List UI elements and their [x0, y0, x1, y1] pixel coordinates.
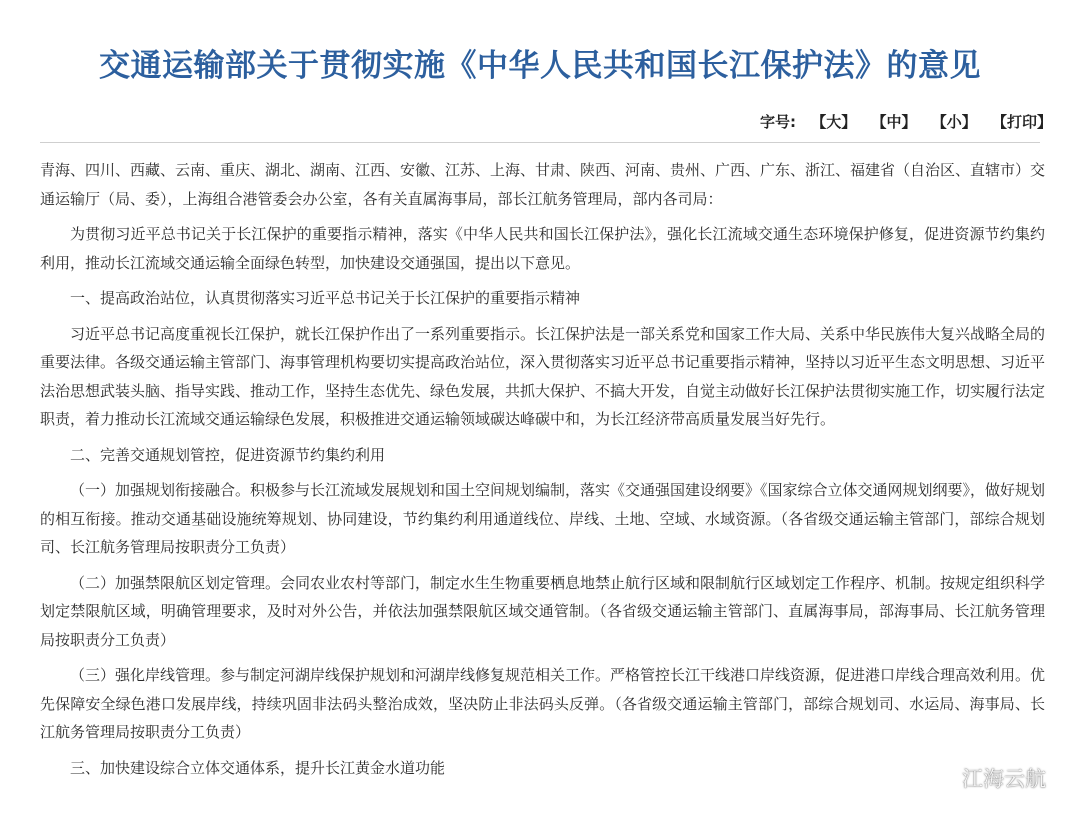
body-paragraph: （一）加强规划衔接融合。积极参与长江流域发展规划和国土空间规划编制，落实《交通强国建设纲要》《国家综合立体交通网规划纲要》，做好规划的相互衔接。推动交通基础设施统筹规划、协同建设，节约集约利用通道线位、岸线、土地、空域、水域资源。（各省级交通运输主管部门，部综合规划司、长江航务管理局按职责分工负责）	[40, 481, 1046, 556]
title-divider	[40, 142, 1040, 143]
wechat-icon	[922, 763, 956, 793]
addressee-paragraph: 青海、四川、西藏、云南、重庆、湖北、湖南、江西、安徽、江苏、上海、甘肃、陕西、河南、贵州、广西、广东、浙江、福建省（自治区、直辖市）交通运输厅（局、委），上海组合港管委会办公室，各有关直属海事局，部长江航务管理局，部内各司局：	[40, 161, 1046, 208]
article-body	[40, 156, 1045, 789]
print-link[interactable]: 【打印】	[991, 113, 1052, 131]
font-size-medium-link[interactable]: 【中】	[871, 113, 917, 131]
body-paragraph: （二）加强禁限航区划定管理。会同农业农村等部门，制定水生生物重要栖息地禁止航行区域和限制航行区域划定工作程序、机制。按规定组织科学划定禁限航区域，明确管理要求，及时对外公告，并依法加强禁限航区域交通管制。（各省级交通运输主管部门、直属海事局，部海事局、长江航务管理局按职责分工负责）	[40, 573, 1046, 649]
section-heading-2: 二、完善交通规划管控，促进资源节约集约利用	[70, 445, 386, 464]
intro-paragraph: 为贯彻习近平总书记关于长江保护的重要指示精神，落实《中华人民共和国长江保护法》，强化长江流域交通生态环境保护修复，促进资源节约集约利用，推动长江流域交通运输全面绿色转型，加快建设交通强国，提出以下意见。	[40, 225, 1045, 272]
section-heading-1: 一、提高政治站位，认真贯彻落实习近平总书记关于长江保护的重要指示精神	[70, 289, 581, 307]
font-size-large-link[interactable]: 【大】	[811, 113, 857, 131]
page-title: 交通运输部关于贯彻实施《中华人民共和国长江保护法》的意见	[99, 48, 981, 84]
font-size-small-link[interactable]: 【小】	[931, 113, 977, 131]
section-heading-3: 三、加快建设综合立体交通体系，提升长江黄金水道功能	[70, 758, 446, 777]
font-size-label: 字号:	[760, 113, 796, 131]
body-paragraph: 习近平总书记高度重视长江保护，就长江保护作出了一系列重要指示。长江保护法是一部关系党和国家工作大局、关系中华民族伟大复兴战略全局的重要法律。各级交通运输主管部门、海事管理机构要切实提高政治站位，深入贯彻落实习近平总书记重要指示精神，坚持以习近平生态文明思想、习近平法治思想武装头脑、指导实践、推动工作，坚持生态优先、绿色发展，共抓大保护、不搞大开发，自觉主动做好长江保护法贯彻实施工作，切实履行法定职责，着力推动长江流域交通运输绿色发展，积极推进交通运输领域碳达峰碳中和，为长江经济带高质量发展当好先行。	[40, 324, 1046, 428]
font-size-toolbar	[760, 111, 1052, 132]
watermark-text: 江海云航	[962, 767, 1046, 791]
body-paragraph: （三）强化岸线管理。参与制定河湖岸线保护规划和河湖岸线修复规范相关工作。严格管控长江干线港口岸线资源，促进港口岸线合理高效利用。优先保障安全绿色港口发展岸线，持续巩固非法码头整治成效，坚决防止非法码头反弹。（各省级交通运输主管部门，部综合规划司、水运局、海事局、长江航务管理局按职责分工负责）	[40, 666, 1046, 741]
watermark	[922, 760, 1046, 796]
